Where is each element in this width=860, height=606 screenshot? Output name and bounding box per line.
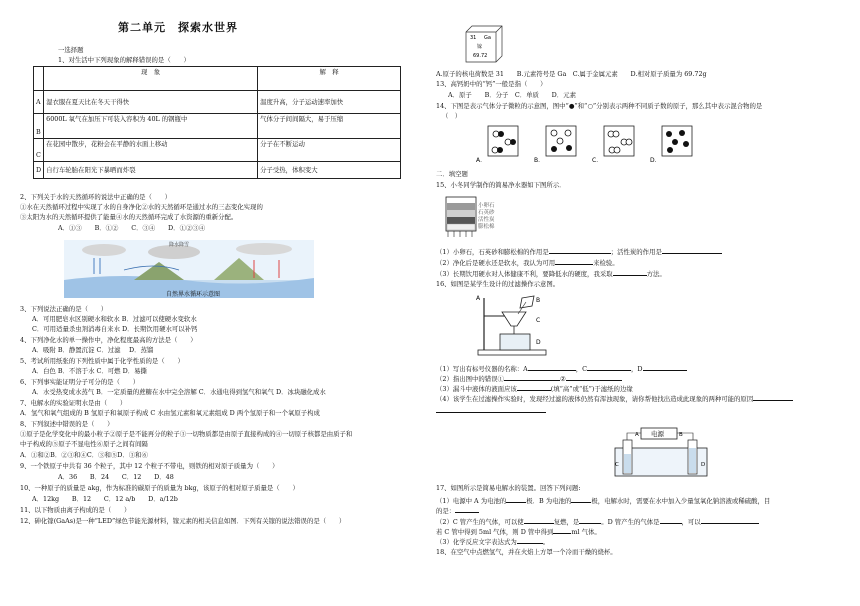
q16-line2-text: （2）指出图中的错误① bbox=[436, 375, 504, 383]
q16-stem: 16、如图是某学生设计的过滤操作示意图。 bbox=[436, 280, 560, 288]
q17-line4 bbox=[436, 537, 549, 547]
q14-label-c: C． bbox=[592, 157, 603, 164]
q5-stem: 5、考试所用纸张的下列性质中属于化学性质的是（ ） bbox=[20, 357, 184, 365]
q17-line4-text: （3）化学反应文字表达式为 bbox=[436, 538, 517, 546]
q1-row bbox=[34, 139, 401, 162]
q16-blank-reason2[interactable] bbox=[436, 406, 546, 413]
q15-line1 bbox=[436, 247, 722, 257]
q1-explain: 分子在不断运动 bbox=[258, 139, 401, 162]
q17-line2-text-c: 。D 管产生的气体是 bbox=[601, 518, 660, 526]
q7-options: A．氢气和氧气组成的 B 氢原子和氧原子构成 C 水由氢元素和氧元素组成 D 两个氢原子和一个氧原子构成 bbox=[20, 409, 320, 417]
q13-stem: 13、高钙奶中的“钙”一般是指（ ） bbox=[436, 80, 547, 88]
q14-label-d: D． bbox=[650, 157, 661, 164]
q17-line1 bbox=[436, 496, 770, 506]
q1-row bbox=[34, 91, 401, 114]
q2-line2: ③太阳为水的天然循环提供了能量④水的天然循环完成了水资源的重新分配。 bbox=[20, 213, 238, 221]
q17-blank-volume[interactable] bbox=[553, 527, 571, 534]
q16-blank-reason1[interactable] bbox=[753, 394, 793, 401]
q16-line1 bbox=[436, 364, 687, 374]
q14-line1: 14、下图是表示气体分子微粒的示意图，图中“●”和“○”分别表示两种不同质子数的原子，那么其中表示混合物的是 bbox=[436, 102, 763, 110]
q17-line2 bbox=[436, 517, 759, 527]
q16-line2 bbox=[436, 374, 622, 384]
purifier-label-sand: 石英砂 bbox=[478, 210, 495, 216]
q1-phenomenon: 自行车轮胎在阳光下暴晒而炸裂 bbox=[44, 162, 258, 179]
q17-blank-equation[interactable] bbox=[517, 537, 543, 544]
q13-options: A．原子 B．分子 C．单质 D．元素 bbox=[448, 91, 576, 99]
q2-stem: 2、下列关于水的天然循环的说法中正确的是（ ） bbox=[20, 193, 172, 201]
q2-line1: ①水在天然循环过程中实现了水的自身净化②水的天然循环是通过水的三态变化实现的 bbox=[20, 203, 263, 211]
q1-header-blank bbox=[34, 67, 44, 91]
q17-line3-text: 若 C 管中得到 5ml 气体，则 D 管中得到 bbox=[436, 528, 554, 536]
q16-blank-err1[interactable] bbox=[504, 374, 560, 381]
q16-line4-text: （4）该学生在过滤操作实验时，发现经过滤的液体仍然有浑浊现象，请你帮他找出造成此现象的两种可能的原因 bbox=[436, 395, 754, 403]
q14-line2: （ ） bbox=[442, 112, 462, 120]
q9-stem: 9、一个铁原子中共有 36 个粒子，其中 12 个粒子不带电，则铁的相对原子质量为（ ） bbox=[20, 462, 279, 470]
filtration-figure bbox=[474, 292, 564, 358]
q9-options: A．36 B．24 C．12 D．48 bbox=[58, 473, 174, 481]
q17-blank-b[interactable] bbox=[571, 496, 591, 503]
q17-blank-d2[interactable] bbox=[701, 517, 759, 524]
q17-line1-text-c: 极，电解水时，需要在水中加入少量氢氧化钠溶液或稀硫酸，目 bbox=[591, 497, 771, 505]
q17-line2-text: （2）C 管产生的气体，可以使 bbox=[436, 518, 524, 526]
q16-line1-text: （1）写出有标号仪器的名称：A bbox=[436, 365, 528, 373]
q10-stem: 10、一种原子的质量是 akg，作为标准的碳原子的质量为 bkg，该原子的相对原子质量是（ ） bbox=[20, 484, 299, 492]
water-cycle-top-label: 降水降雪 bbox=[169, 242, 190, 248]
gallium-name: 镓 bbox=[477, 44, 483, 50]
q1-explain: 温度升高，分子运动速率加快 bbox=[258, 91, 401, 114]
q15-blank3[interactable] bbox=[555, 258, 593, 265]
q15-blank2[interactable] bbox=[662, 247, 722, 254]
water-cycle-caption: 自然界水循环示意图 bbox=[166, 291, 221, 298]
q17-stem: 17、如图所示是简易电解水的装置。回答下列问题: bbox=[436, 484, 581, 492]
q4-options: A．吸附 B．静置沉淀 C．过滤 D．蒸馏 bbox=[32, 346, 154, 354]
q15-line2 bbox=[436, 258, 619, 268]
q16-line1-text-b: ，C bbox=[575, 365, 588, 373]
q4-stem: 4、下列净化水的单一操作中，净化程度最高的方法是（ ） bbox=[20, 336, 197, 344]
q1-explain: 分子受热，体积变大 bbox=[258, 162, 401, 179]
q1-phenomenon: 6000L 氧气在加压下可装入容积为 40L 的钢瓶中 bbox=[44, 114, 258, 139]
q15-line3-text-b: 方法。 bbox=[646, 270, 666, 278]
gallium-mass: 69.72 bbox=[473, 53, 488, 59]
q1-header-explain: 解 释 bbox=[258, 67, 401, 91]
q8-line1: ①原子是化学变化中的最小粒子②原子是不能再分的粒子③一切物质都是由原子直接构成的④一切原子核都是由质子和 bbox=[20, 430, 353, 438]
q14-label-b: B． bbox=[534, 157, 545, 164]
water-purifier-figure bbox=[444, 195, 514, 239]
q1-row bbox=[34, 162, 401, 179]
q11-stem: 11、以下物质由离子构成的是（ ） bbox=[20, 506, 131, 514]
filtration-label-d: D bbox=[536, 339, 541, 346]
q1-key: D bbox=[34, 162, 44, 179]
q5-options: A．白色 B．不溶于水 C．可燃 D．易撕 bbox=[32, 367, 147, 375]
q6-stem: 6、下列事实能证明分子可分的是（ ） bbox=[20, 378, 140, 386]
q17-line3-text-b: ml 气体。 bbox=[571, 528, 601, 536]
q16-line1-text-c: ，D bbox=[631, 365, 643, 373]
q17-blank-d1[interactable] bbox=[660, 517, 682, 524]
q17-blank-a[interactable] bbox=[506, 496, 526, 503]
power-source-label: 电源 bbox=[651, 430, 664, 438]
q17-line2-text-d: ，可以 bbox=[681, 518, 701, 526]
q17-line1-text-d: 的是： bbox=[436, 507, 456, 515]
q1-stem: 1、对生活中下列现象的解释错误的是（ ） bbox=[58, 56, 190, 64]
q14-molecule-figures bbox=[474, 124, 714, 164]
q15-line1-text-b: ；活性炭的作用是 bbox=[610, 248, 662, 256]
q17-line2-text-b: 复燃，是 bbox=[553, 518, 580, 526]
purifier-label-cotton: 膨松棉 bbox=[478, 224, 495, 230]
q17-line1-text: （1）电源中 A 为电池的 bbox=[436, 497, 507, 505]
electrolysis-figure bbox=[611, 426, 721, 478]
q8-options: A．①和②B．②③和④C．③和⑤D．③和⑥ bbox=[20, 451, 148, 459]
filtration-label-a: A bbox=[476, 295, 481, 302]
electrolysis-label-b: B bbox=[679, 432, 683, 438]
q10-options: A．12kg B．12 C．12 a/b D．a/12b bbox=[32, 495, 178, 503]
filtration-label-c: C bbox=[536, 317, 541, 324]
q17-line3 bbox=[436, 527, 601, 537]
q15-line3 bbox=[436, 269, 666, 279]
q16-blank-err2[interactable] bbox=[566, 374, 622, 381]
q15-line2-text-b: 来检验。 bbox=[593, 259, 619, 267]
q16-line3-text-b: (填“高”或“低”)于滤纸的边缘 bbox=[550, 385, 633, 393]
purifier-label-pebble: 小卵石 bbox=[478, 203, 495, 209]
q6-options: A．水受热变成水蒸气 B．一定质量的蔗糖在水中完全溶解 C．水通电得到氢气和氧气 D．冰块融化成水 bbox=[32, 388, 326, 396]
q17-blank-purpose[interactable] bbox=[455, 506, 479, 513]
q2-options: A．①③ B．①② C．③④ D．①②③④ bbox=[58, 224, 206, 232]
q15-stem: 15、小冬同学制作的简易净水器如下图所示． bbox=[436, 181, 566, 189]
q16-line3 bbox=[436, 384, 633, 394]
gallium-element-box bbox=[464, 24, 504, 64]
electrolysis-label-c: C bbox=[615, 462, 619, 468]
q15-line2-text: （2）净化后是硬水还是软水，我认为可用 bbox=[436, 259, 556, 267]
filtration-label-b: B bbox=[536, 297, 541, 304]
q15-line3-text: （3）长期饮用硬水对人体健康不利，要降低水的硬度，我采取 bbox=[436, 270, 613, 278]
q16-blank-d[interactable] bbox=[643, 364, 687, 371]
q3-stem: 3、下列说法正确的是（ ） bbox=[20, 305, 108, 313]
q17-blank-c1[interactable] bbox=[524, 517, 554, 524]
electrolysis-label-d: D bbox=[701, 462, 706, 468]
q7-stem: 7、电解水的实验证明水是由（ ） bbox=[20, 399, 127, 407]
q1-row bbox=[34, 114, 401, 139]
q1-table bbox=[33, 66, 401, 179]
q15-blank1[interactable] bbox=[549, 247, 611, 254]
q16-blank-level[interactable] bbox=[517, 384, 551, 391]
section-fill-heading: 二．填空题 bbox=[436, 170, 468, 178]
gallium-atomic-number: 31 bbox=[470, 35, 477, 41]
q18-stem: 18、在空气中点燃氢气，并在火焰上方罩一个冷而干燥的烧杯。 bbox=[436, 548, 617, 556]
q16-blank-a[interactable] bbox=[528, 364, 576, 371]
electrolysis-label-a: A bbox=[635, 432, 639, 438]
q1-key: B bbox=[34, 114, 44, 139]
q1-phenomenon: 在花园中散步，花粉会在平静的水面上移动 bbox=[44, 139, 258, 162]
q1-explain: 气体分子间间隔大，易于压缩 bbox=[258, 114, 401, 139]
q3-option-line2: C．可用适量杀虫剂消毒自来水 D．长期饮用硬水可以补钙 bbox=[32, 325, 198, 333]
q1-header-phenomenon: 现 象 bbox=[44, 67, 258, 91]
page-title: 第二单元 探索水世界 bbox=[118, 21, 238, 34]
q17-line1b bbox=[436, 506, 479, 516]
q14-label-a: A． bbox=[476, 157, 487, 164]
q16-line4 bbox=[436, 394, 846, 413]
q12-line1: 12、砷化镓(GaAs)是一种“LED”绿色节能光源材料，镓元素的相关信息如图．下列有关镓的说法错误的是（ ） bbox=[20, 517, 346, 525]
q1-phenomenon: 湿衣服在夏天比在冬天干得快 bbox=[44, 91, 258, 114]
q8-line2: 中子构成的⑤原子不显电性⑥原子之间有间隔 bbox=[20, 440, 148, 448]
q1-key: A bbox=[34, 91, 44, 114]
purifier-label-carbon: 活性炭 bbox=[478, 217, 495, 223]
q15-line1-text: （1）小卵石，石英砂和膨松棉的作用是 bbox=[436, 248, 549, 256]
water-cycle-figure bbox=[64, 240, 314, 298]
q17-blank-c2[interactable] bbox=[579, 517, 601, 524]
q16-line2-text-b: ② bbox=[559, 375, 566, 383]
q16-blank-c[interactable] bbox=[587, 364, 631, 371]
q17-line4-text-b: 。 bbox=[542, 538, 550, 546]
gallium-symbol: Ga bbox=[484, 35, 491, 41]
q1-header-row bbox=[34, 67, 401, 91]
q12-options: A.原子的核电荷数是 31 B.元素符号是 Ga C.属于金属元素 D.相对原子质量为 69.72g bbox=[436, 70, 707, 78]
q3-option-line1: A．可用肥皂水区别硬水和软水 B．过滤可以使硬水变软水 bbox=[32, 315, 197, 323]
q17-line1-text-b: 极．B 为电池的 bbox=[526, 497, 572, 505]
q1-key: C bbox=[34, 139, 44, 162]
q8-stem: 8、下列叙述中错误的是（ ） bbox=[20, 420, 114, 428]
q16-line3-text: （3）漏斗中液体的液面应该 bbox=[436, 385, 517, 393]
q15-blank4[interactable] bbox=[613, 269, 647, 276]
section-choice-heading: 一选择题 bbox=[58, 46, 84, 54]
